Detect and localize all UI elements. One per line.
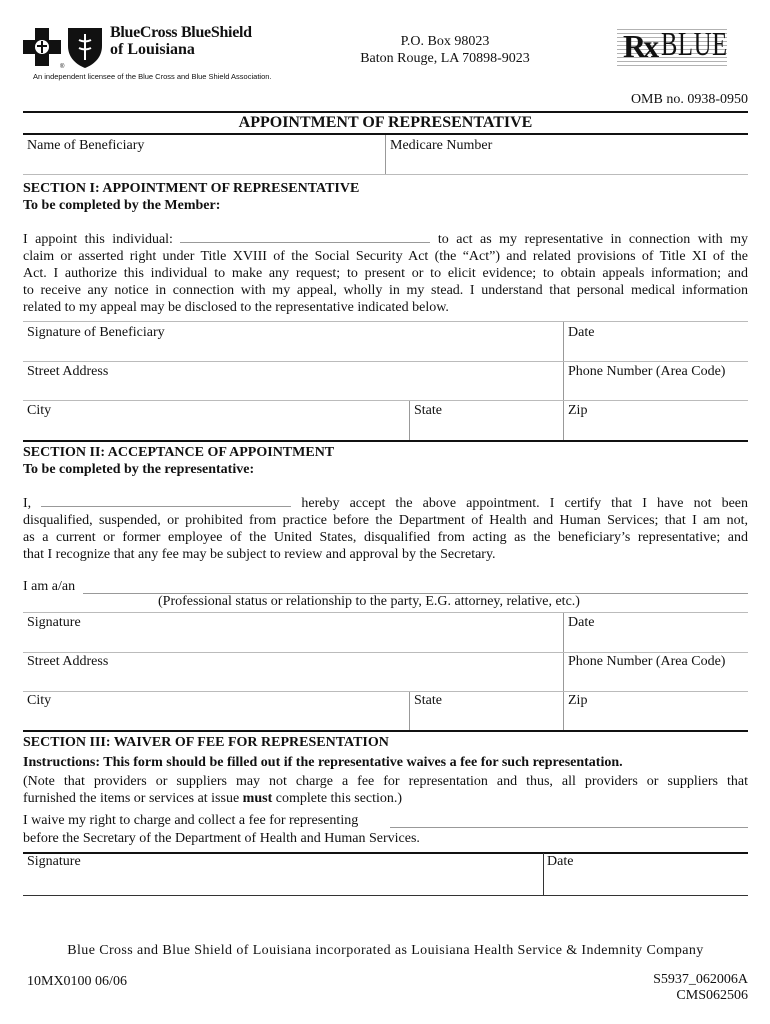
form-title: APPOINTMENT OF REPRESENTATIVE — [238, 114, 533, 131]
section2-para-line: as a current or former employee of the United States, disqualified from acting as the beneficiary’s representative; and — [23, 530, 748, 545]
section1-heading: SECTION I: APPOINTMENT OF REPRESENTATIVE — [23, 181, 360, 196]
waiver-signature-field[interactable] — [23, 853, 543, 895]
waive-row — [23, 813, 748, 829]
waiver-date-field[interactable] — [544, 853, 748, 895]
section3-note-line2 — [23, 790, 748, 807]
waive-party-input[interactable] — [390, 827, 748, 828]
medicare-number-field[interactable] — [386, 135, 748, 173]
appoint-tail: to act as my representative in connection with my — [437, 232, 748, 247]
representative-signature-label: Signature — [27, 615, 81, 630]
bcbs-logo — [22, 24, 112, 72]
section1-para-last: related to my appeal may be disclosed to the representative indicated below. — [23, 300, 449, 315]
svg-text:®: ® — [60, 64, 65, 70]
section2-zip-field[interactable] — [564, 692, 748, 730]
divider — [23, 174, 748, 175]
section2-para-line: disqualified, suspended, or prohibited from practice before the Department of Health and Human Services; that I am not, — [23, 513, 748, 528]
brand-tagline: An independent licensee of the Blue Cross and Blue Shield Association. — [33, 72, 272, 81]
section2-subheading: To be completed by the representative: — [23, 462, 255, 477]
section2-phone-label: Phone Number (Area Code) — [568, 654, 726, 669]
beneficiary-signature-field[interactable] — [23, 322, 563, 361]
footer-form-code: 10MX0100 06/06 — [27, 974, 127, 989]
iam-lead: I am a/an — [23, 579, 76, 594]
title-rule — [23, 111, 748, 113]
section1-phone-field[interactable] — [564, 362, 748, 401]
representative-self-name-input[interactable] — [41, 506, 291, 507]
section2-para-last: that I recognize that any fee may be subject to review and approval by the Secretary. — [23, 547, 496, 562]
section2-street-field[interactable] — [23, 653, 563, 691]
accept-lead: I, — [23, 496, 32, 511]
section1-para-line: to receive any notice in connection with my appeal, wholly in my stead. I understand that personal medical information — [23, 283, 748, 298]
address-line1: P.O. Box 98023 — [400, 34, 490, 49]
section1-date-label: Date — [568, 325, 595, 340]
section1-appoint-line — [23, 231, 748, 248]
section1-zip-label: Zip — [568, 403, 588, 418]
section1-zip-field[interactable] — [564, 401, 748, 440]
section2-street-label: Street Address — [27, 654, 109, 669]
waive-line2: before the Secretary of the Department of Health and Human Services. — [23, 831, 420, 846]
section1-phone-label: Phone Number (Area Code) — [568, 364, 726, 379]
beneficiary-name-field[interactable] — [23, 135, 385, 173]
section1-city-label: City — [27, 403, 52, 418]
brand-name-line1: BlueCross BlueShield — [110, 24, 252, 41]
section2-bottom-rule — [23, 730, 748, 732]
footer-company: Blue Cross and Blue Shield of Louisiana incorporated as Louisiana Health Service & Indemnity Company — [67, 943, 704, 958]
section1-bottom-rule — [23, 440, 748, 442]
beneficiary-name-label: Name of Beneficiary — [27, 138, 145, 153]
section1-state-label: State — [414, 403, 442, 418]
section1-city-field[interactable] — [23, 401, 409, 440]
section2-date-label: Date — [568, 615, 595, 630]
section2-date-field[interactable] — [564, 613, 748, 652]
footer-code2: CMS062506 — [676, 988, 748, 1003]
waive-lead: I waive my right to charge and collect a fee for representing — [23, 813, 359, 828]
section1-para-line: claim or asserted right under Title XVIII of the Social Security Act (the “Act”) and related provisions of Title XI of the — [23, 249, 748, 264]
section2-state-label: State — [414, 693, 442, 708]
section2-city-label: City — [27, 693, 52, 708]
representative-signature-field[interactable] — [23, 613, 563, 652]
section1-street-field[interactable] — [23, 362, 563, 401]
footer-code1: S5937_062006A — [653, 972, 748, 987]
rx-blue-logo — [617, 22, 729, 70]
note-line2-post: complete this section.) — [272, 791, 403, 806]
rx-logo-word: BLUE — [661, 26, 728, 63]
professional-status-hint: (Professional status or relationship to the party, E.G. attorney, relative, etc.) — [158, 594, 580, 609]
representative-name-input[interactable] — [180, 242, 430, 243]
section3-note — [23, 773, 748, 807]
section2-phone-field[interactable] — [564, 653, 748, 691]
medicare-number-label: Medicare Number — [390, 138, 493, 153]
section3-instructions: Instructions: This form should be filled out if the representative waives a fee for such representation. — [23, 755, 623, 770]
section2-heading: SECTION II: ACCEPTANCE OF APPOINTMENT — [23, 445, 335, 460]
section1-date-field[interactable] — [564, 322, 748, 361]
section2-city-field[interactable] — [23, 692, 409, 730]
section1-subheading: To be completed by the Member: — [23, 198, 221, 213]
section2-paragraph — [23, 495, 748, 563]
section2-accept-line — [23, 495, 748, 512]
section2-state-field[interactable] — [410, 692, 562, 730]
divider — [23, 895, 748, 896]
section2-zip-label: Zip — [568, 693, 588, 708]
omb-number: OMB no. 0938-0950 — [630, 92, 748, 107]
note-line2-bold: must — [242, 791, 273, 806]
waiver-signature-label: Signature — [27, 854, 81, 869]
bcbs-logo-icon — [22, 24, 112, 72]
rx-logo-text: Rx — [623, 28, 657, 64]
section1-para-line: Act. I authorize this individual to make any request; to present or to elicit evidence; to obtain appeals information; and — [23, 266, 748, 281]
waiver-date-label: Date — [547, 854, 574, 869]
appoint-lead: I appoint this individual: — [23, 232, 173, 247]
section3-heading: SECTION III: WAIVER OF FEE FOR REPRESENTATION — [23, 735, 389, 750]
accept-tail: hereby accept the above appointment. I certify that I have not been — [301, 496, 749, 511]
section1-street-label: Street Address — [27, 364, 109, 379]
brand-name-line2: of Louisiana — [110, 41, 195, 58]
section3-note-line1: (Note that providers or suppliers may not charge a fee for representation and thus, all providers or suppliers that — [23, 774, 748, 789]
address-line2: Baton Rouge, LA 70898-9023 — [360, 51, 530, 66]
professional-status-row — [23, 579, 748, 595]
beneficiary-signature-label: Signature of Beneficiary — [27, 325, 165, 340]
section1-paragraph — [23, 231, 748, 316]
note-line2-pre: furnished the items or services at issue — [23, 791, 243, 806]
section1-state-field[interactable] — [410, 401, 562, 440]
